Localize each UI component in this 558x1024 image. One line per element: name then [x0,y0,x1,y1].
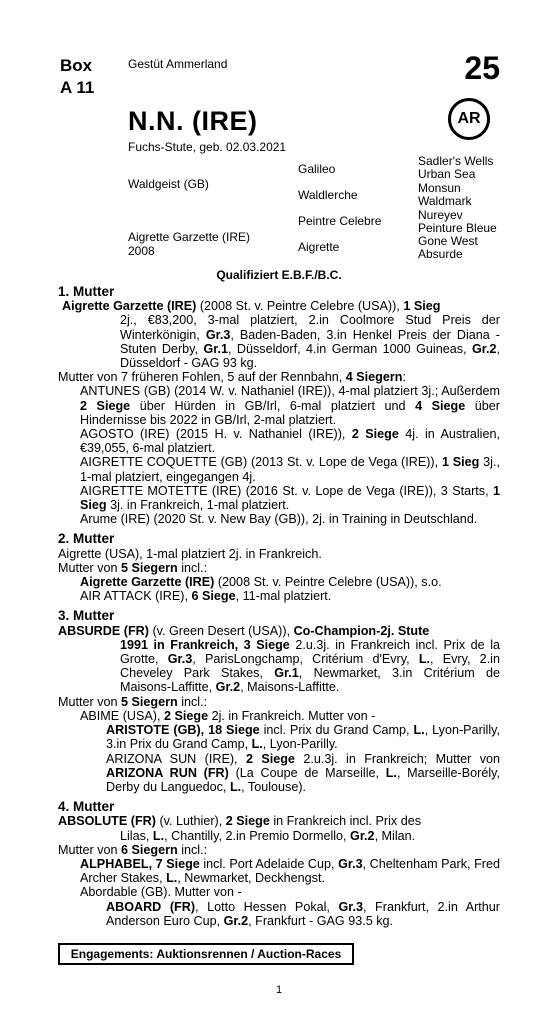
horse-name: N.N. (IRE) [128,106,258,136]
produce-summary: Mutter von 7 früheren Fohlen, 5 auf der Rennbahn, 4 Siegern: [58,370,406,385]
third-dam-entry: ABSURDE (FR) (v. Green Desert (USA)), Co-Champion-2j. Stute [58,623,430,638]
produce-item: AGOSTO (IRE) (2015 H. v. Nathaniel (IRE)), 2 Siege 4j. in Australien, €39,055, 6-mal platziert. [80,427,500,456]
pedigree-sire: Waldgeist (GB) [128,177,209,191]
box-label [60,55,94,99]
pedigree-dam-year: 2008 [128,244,155,258]
page-number: 1 [275,984,283,996]
produce-item: AIGRETTE MOTETTE (IRE) (2016 St. v. Lope de Vega (IRE)), 3 Starts, 1 Sieg 3j. in Frankreich, 1-mal platziert. [80,483,500,513]
produce-item: ARISTOTE (GB), 18 Siege incl. Prix du Grand Camp, L., Lyon-Parilly, 3.in Prix du Grand Camp, L., Lyon-Parilly. [106,723,501,752]
third-dam-produce: Mutter von 5 Siegern incl.: [58,694,208,709]
pedigree-ggp-3: Monsun [418,181,461,195]
produce-item: Arume (IRE) (2020 St. v. New Bay (GB)), 2j. in Training in Deutschland. [80,512,478,527]
family-text [58,285,500,928]
fourth-dam-entry: ABSOLUTE (FR) (v. Luthier), 2 Siege in Frankreich incl. Prix des [58,814,422,829]
produce-item: ABIME (USA), 2 Siege 2j. in Frankreich. Mutter von - [80,708,376,723]
pedigree-ggp-1: Sadler's Wells [418,154,494,168]
ar-badge: AR [448,98,490,140]
dam-entry-cont: 2j., €83,200, 3-mal platziert, 2.in Coolmore Stud Preis der Winterkönigin, Gr.3, Baden-Baden, 3.in Henkel Preis der Diana - Stuten Derby, Gr.1, Düsseldorf, 4.in German 1000 Guineas, Gr.2, Düsseldorf - GAG 93 kg. [120,313,500,371]
produce-item: ABOARD (FR), Lotto Hessen Pokal, Gr.3, Frankfurt, 2.in Arthur Anderson Euro Cup, Gr.2, Frankfurt - GAG 93.5 kg. [106,899,500,928]
box-line2: A 11 [60,78,95,97]
fourth-dam-entry-cont: Lilas, L., Chantilly, 2.in Premio Dormello, Gr.2, Milan. [120,828,416,843]
pedigree-gp-1: Galileo [298,162,336,176]
produce-item: AIR ATTACK (IRE), 6 Siege, 11-mal platziert. [80,589,332,604]
pedigree-ggp-2: Urban Sea [418,167,476,181]
fourth-dam-produce: Mutter von 6 Siegern incl.: [58,842,208,857]
granddam-entry: Aigrette (USA), 1-mal platziert 2j. in Frankreich. [58,546,322,561]
produce-item: ARIZONA SUN (IRE), 2 Siege 2.u.3j. in Frankreich; Mutter von ARIZONA RUN (FR) (La Coupe de Marseille, L., Marseille-Borély, Derby du Languedoc, L., Toulouse). [106,751,501,794]
third-dam-entry-cont: 1991 in Frankreich, 3 Siege 2.u.3j. in Frankreich incl. Prix de la Grotte, Gr.3, ParisLongchamp, Critérium d'Evry, L., Evry, 2.in Cheveley Park Stakes, Gr.1, Newmarket, 3.in Critérium de Maisons-Laffitte, Gr.2, Maisons-Laffitte. [120,637,501,695]
pedigree-gp-3: Peintre Celebre [298,214,382,228]
granddam-produce: Mutter von 5 Siegern incl.: [58,560,208,575]
pedigree-gp-4: Aigrette [298,240,340,254]
section-title-m2: 2. Mutter [58,531,115,547]
engagements-box: Engagements: Auktionsrennen / Auction-Races [58,943,354,965]
qualification: Qualifiziert E.B.F./B.C. [216,268,342,282]
produce-item: AIGRETTE COQUETTE (GB) (2013 St. v. Lope de Vega (IRE)), 1 Sieg 3j., 1-mal platziert, eingegangen 4j. [80,455,500,484]
pedigree-ggp-6: Peinture Bleue [418,221,497,235]
box-line1: Box [60,56,93,75]
section-title-m3: 3. Mutter [58,608,115,624]
pedigree-gp-2: Waldlerche [298,188,358,202]
pedigree-ggp-7: Gone West [418,234,478,248]
pedigree-dam: Aigrette Garzette (IRE) [128,230,251,244]
section-title-m4: 4. Mutter [58,799,115,815]
breeder: Gestüt Ammerland [128,57,228,71]
dam-entry: Aigrette Garzette (IRE) (2008 St. v. Peintre Celebre (USA)), 1 Sieg [62,299,441,314]
pedigree-ggp-4: Waldmark [418,194,472,208]
horse-description: Fuchs-Stute, geb. 02.03.2021 [128,140,287,154]
produce-item: Abordable (GB). Mutter von - [80,885,242,900]
produce-item: ANTUNES (GB) (2014 W. v. Nathaniel (IRE)), 4-mal platziert 3j.; Außerdem 2 Siege über Hürden in GB/Irl, 6-mal platziert und 4 Siege über Hindernisse bis 2022 in GB/Irl, 2-mal platziert. [80,384,500,427]
pedigree-ggp-5: Nureyev [418,208,463,222]
lot-number: 25 [464,50,500,86]
produce-item: Aigrette Garzette (IRE) (2008 St. v. Peintre Celebre (USA)), s.o. [80,575,442,590]
section-title-m1: 1. Mutter [58,284,115,299]
produce-item: ALPHABEL, 7 Siege incl. Port Adelaide Cup, Gr.3, Cheltenham Park, Fred Archer Stakes, L., Newmarket, Deckhengst. [80,856,500,886]
pedigree-ggp-8: Absurde [418,247,463,261]
